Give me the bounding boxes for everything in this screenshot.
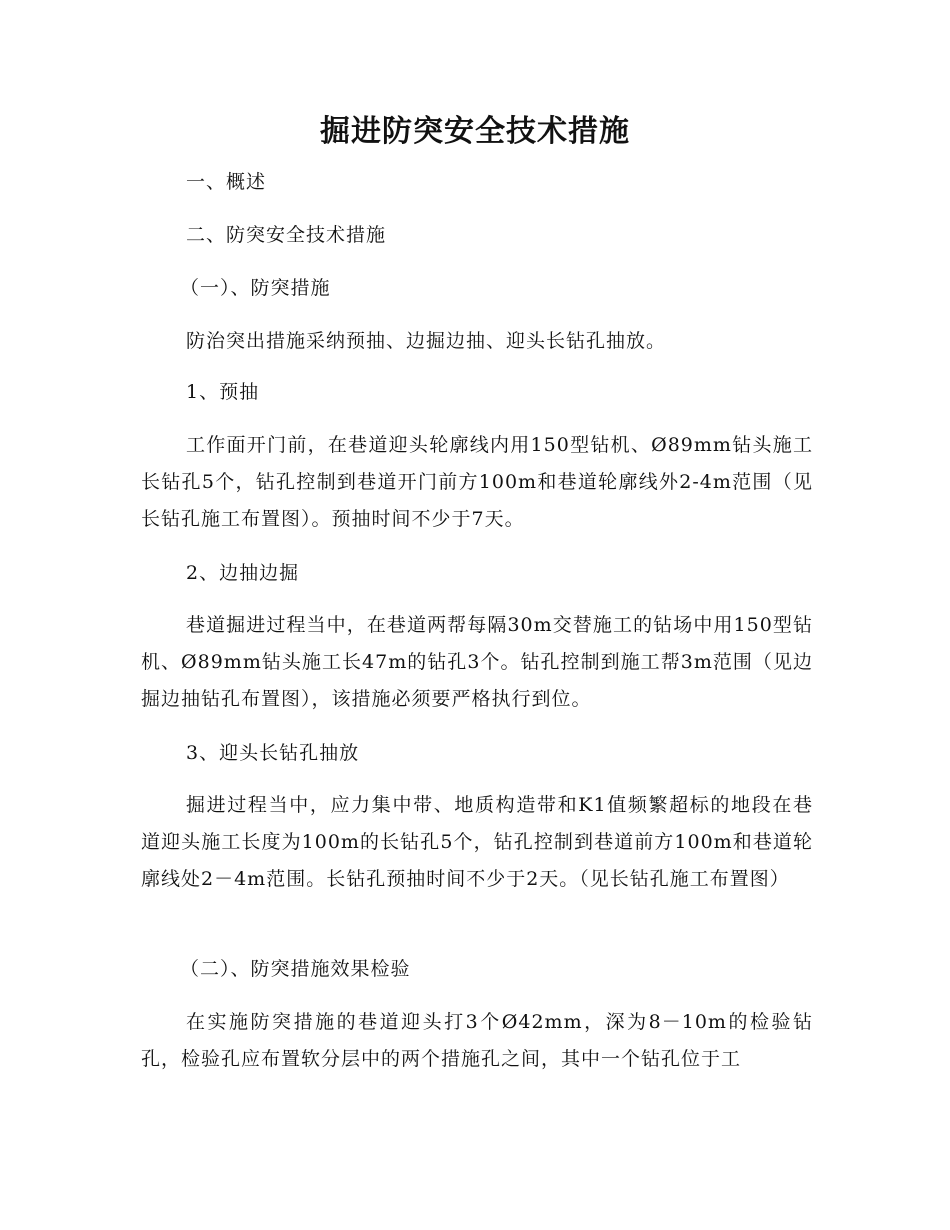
intro-paragraph: 防治突出措施采纳预抽、边掘边抽、迎头长钻孔抽放。 <box>186 330 667 352</box>
heading-drain-while-driving: 2、边抽边掘 <box>186 562 300 584</box>
heading-heading-long-boreholes: 3、迎头长钻孔抽放 <box>186 742 360 764</box>
heading-safety-measures: 二、防突安全技术措施 <box>186 224 387 246</box>
heading-overview: 一、概述 <box>186 171 267 193</box>
document-title: 掘进防突安全技术措施 <box>320 114 630 149</box>
paragraph-pre-drainage: 工作面开门前，在巷道迎头轮廓线内用150型钻机、Ø89mm钻头施工长钻孔5个，钻孔控制到巷道开门前方100m和巷道轮廓线外2-4m范围（见长钻孔施工布置图）。预抽时间不少于7天。 <box>141 434 813 530</box>
heading-effect-verification: （二）、防突措施效果检验 <box>180 958 411 980</box>
paragraph-drain-while-driving: 巷道掘进过程当中，在巷道两帮每隔30m交替施工的钻场中用150型钻机、Ø89mm钻头施工长47m的钻孔3个。钻孔控制到施工帮3m范围（见边掘边抽钻孔布置图），该措施必须要严格执行到位。 <box>141 614 813 710</box>
paragraph-effect-verification: 在实施防突措施的巷道迎头打3个Ø42mm，深为8－10m的检验钻孔，检验孔应布置软分层中的两个措施孔之间，其中一个钻孔位于工 <box>141 1011 813 1070</box>
paragraph-heading-long-boreholes: 掘进过程当中，应力集中带、地质构造带和K1值频繁超标的地段在巷道迎头施工长度为100m的长钻孔5个，钻孔控制到巷道前方100m和巷道轮廓线处2－4m范围。长钻孔预抽时间不少于2天。（见长钻孔施工布置图） <box>141 794 813 890</box>
heading-pre-drainage: 1、预抽 <box>186 381 260 403</box>
heading-outburst-prevention: （一）、防突措施 <box>180 277 331 299</box>
